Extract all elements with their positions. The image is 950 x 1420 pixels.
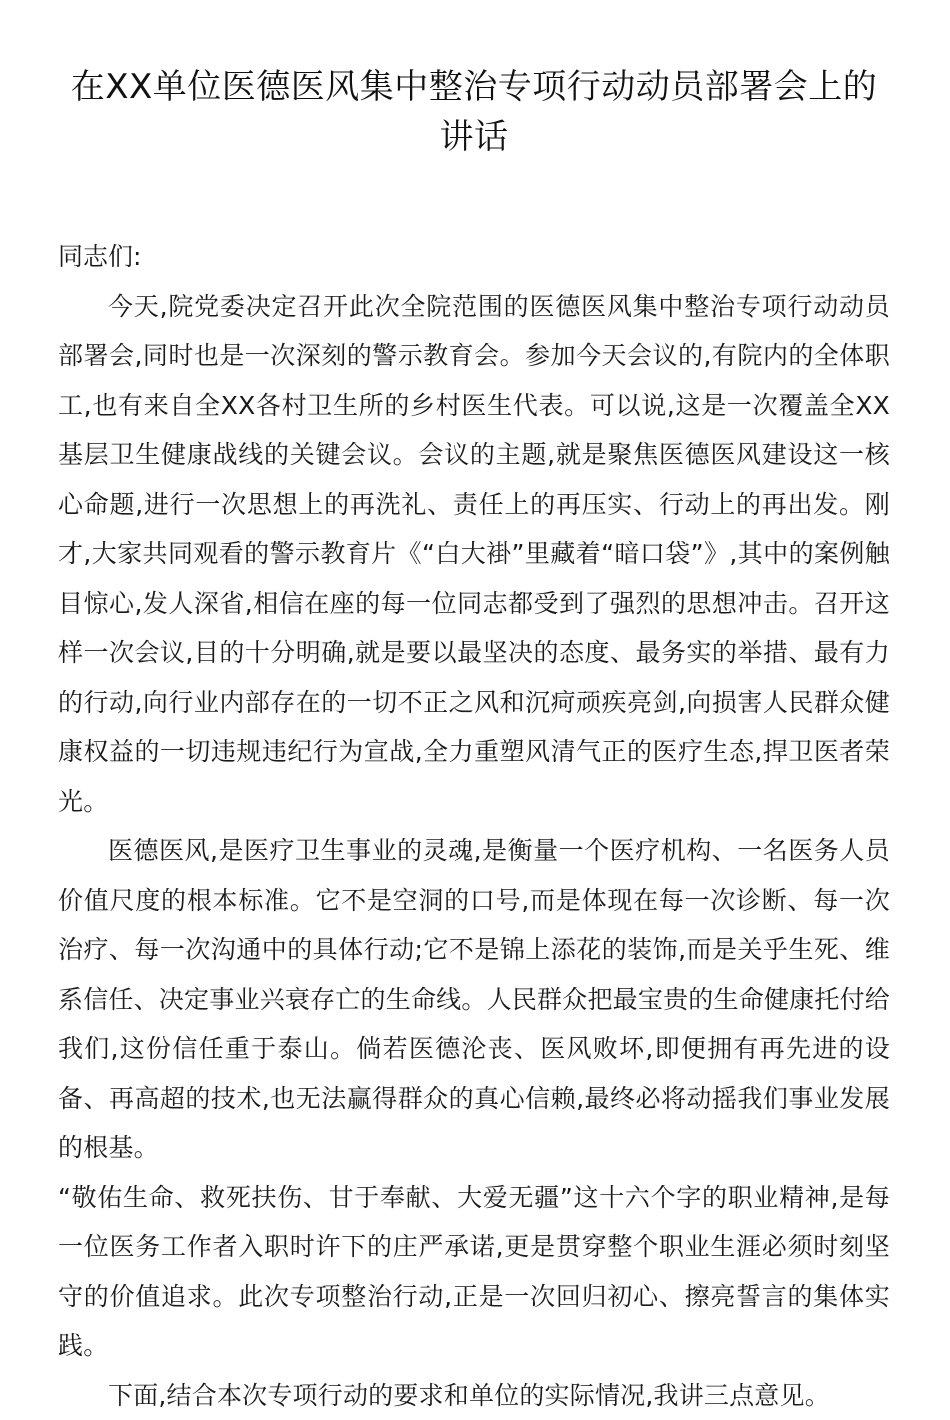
paragraph-1: 今天,院党委决定召开此次全院范围的医德医风集中整治专项行动动员部署会,同时也是一次深刻的警示教育会。参加今天会议的,有院内的全体职工,也有来自全XX各村卫生所的乡村医生代表。可以说,这是一次覆盖全XX基层卫生健康战线的关键会议。会议的主题,就是聚焦医德医风建设这一核心命题,进行一次思想上的再洗礼、责任上的再压实、行动上的再出发。刚才,大家共同观看的警示教育片《“白大褂”里藏着“暗口袋”》,其中的案例触目惊心,发人深省,相信在座的每一位同志都受到了强烈的思想冲击。召开这样一次会议,目的十分明确,就是要以最坚决的态度、最务实的举措、最有力的行动,向行业内部存在的一切不正之风和沉疴顽疾亮剑,向损害人民群众健康权益的一切违规违纪行为宣战,全力重塑风清气正的医疗生态,捍卫医者荣光。 bbox=[58, 282, 890, 827]
document-title bbox=[58, 62, 890, 162]
paragraph-3: “敬佑生命、救死扶伤、甘于奉献、大爱无疆”这十六个字的职业精神,是每一位医务工作者入职时许下的庄严承诺,更是贯穿整个职业生涯必须时刻坚守的价值追求。此次专项整治行动,正是一次回归初心、擦亮誓言的集体实践。 bbox=[58, 1173, 890, 1371]
paragraph-4: 下面,结合本次专项行动的要求和单位的实际情况,我讲三点意见。 bbox=[58, 1371, 890, 1420]
paragraph-2: 医德医风,是医疗卫生事业的灵魂,是衡量一个医疗机构、一名医务人员价值尺度的根本标准。它不是空洞的口号,而是体现在每一次诊断、每一次治疗、每一次沟通中的具体行动;它不是锦上添花的装饰,而是关乎生死、维系信任、决定事业兴衰存亡的生命线。人民群众把最宝贵的生命健康托付给我们,这份信任重于泰山。倘若医德沦丧、医风败坏,即便拥有再先进的设备、再高超的技术,也无法赢得群众的真心信赖,最终必将动摇我们事业发展的根基。 bbox=[58, 826, 890, 1173]
title-line-2: 讲话 bbox=[58, 112, 890, 162]
title-line-1: 在XX单位医德医风集中整治专项行动动员部署会上的 bbox=[58, 62, 890, 112]
salutation: 同志们: bbox=[58, 232, 890, 282]
